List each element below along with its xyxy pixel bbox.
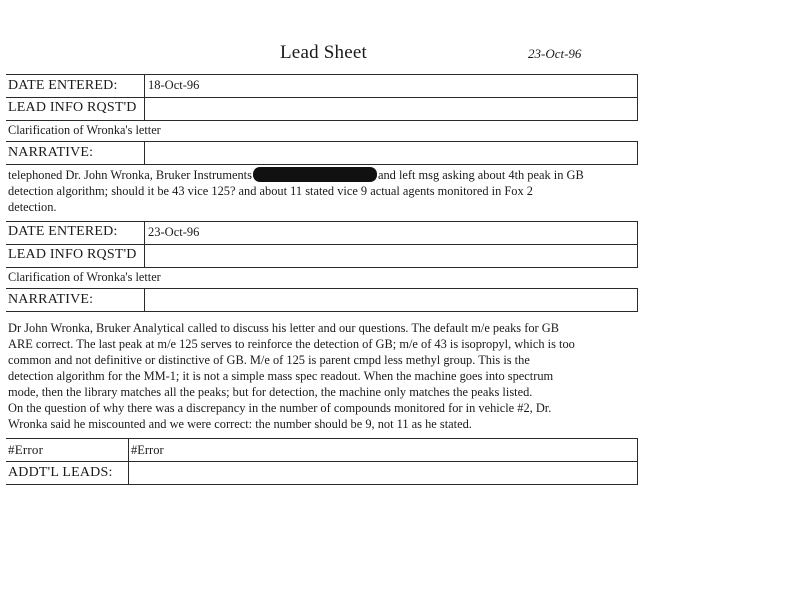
narrative-line — [8, 167, 584, 183]
redaction-block — [253, 167, 377, 182]
narrative-line: ARE correct. The last peak at m/e 125 serves to reinforce the detection of GB; m/e of 43 is isopropyl, which is too — [8, 337, 575, 351]
error-label: #Error — [8, 442, 44, 457]
rule — [6, 267, 638, 268]
error-value: #Error — [131, 443, 164, 457]
date-entered-label: DATE ENTERED: — [8, 78, 118, 93]
date-entered-value: 18-Oct-96 — [148, 78, 200, 92]
cell-divider — [144, 289, 145, 311]
narrative-line: Wronka said he miscounted and we were correct: the number should be 9, not 11 as he stated. — [8, 417, 472, 431]
cell-divider — [128, 439, 129, 461]
rule — [6, 244, 638, 245]
cell-divider — [637, 439, 638, 461]
lead-info-text: Clarification of Wronka's letter — [8, 270, 161, 284]
cell-divider — [144, 142, 145, 164]
cell-divider — [144, 75, 145, 97]
rule — [6, 164, 638, 165]
narrative-line-end: and left msg asking about 4th peak in GB — [377, 168, 584, 182]
narrative-line: Dr John Wronka, Bruker Analytical called to discuss his letter and our questions. The default m/e peaks for GB — [8, 321, 559, 335]
cell-divider — [144, 98, 145, 120]
narrative-text — [8, 320, 575, 432]
rule — [6, 288, 638, 289]
rule — [6, 74, 638, 75]
document-date: 23-Oct-96 — [528, 46, 582, 61]
narrative-label: NARRATIVE: — [8, 145, 94, 160]
rule — [6, 438, 638, 439]
narrative-line: detection. — [8, 200, 57, 214]
rule — [6, 461, 638, 462]
rule — [6, 221, 638, 222]
rule — [6, 120, 638, 121]
narrative-line: On the question of why there was a discrepancy in the number of compounds monitored for in vehicle #2, Dr. — [8, 401, 552, 415]
cell-divider — [144, 222, 145, 244]
rule — [6, 141, 638, 142]
cell-divider — [637, 245, 638, 267]
lead-info-text: Clarification of Wronka's letter — [8, 123, 161, 137]
narrative-label: NARRATIVE: — [8, 292, 94, 307]
cell-divider — [637, 222, 638, 244]
rule — [6, 97, 638, 98]
date-entered-label: DATE ENTERED: — [8, 224, 118, 239]
narrative-text — [8, 167, 584, 215]
rule — [6, 311, 638, 312]
cell-divider — [637, 98, 638, 120]
narrative-line-start: telephoned Dr. John Wronka, Bruker Instruments — [8, 168, 252, 182]
lead-info-label: LEAD INFO RQST'D — [8, 247, 137, 262]
cell-divider — [637, 75, 638, 97]
narrative-line: common and not definitive or distinctive of GB. M/e of 125 is parent cmpd less methyl group. This is the — [8, 353, 530, 367]
cell-divider — [128, 462, 129, 484]
cell-divider — [144, 245, 145, 267]
date-entered-value: 23-Oct-96 — [148, 225, 200, 239]
narrative-line: detection algorithm for the MM-1; it is not a simple mass spec readout. When the machine goes into spectrum — [8, 369, 554, 383]
cell-divider — [637, 289, 638, 311]
narrative-line: mode, then the library matches all the peaks; but for detection, the machine only matches the peaks listed. — [8, 385, 533, 399]
addtl-leads-label: ADDT'L LEADS: — [8, 465, 113, 480]
document-title: Lead Sheet — [280, 42, 367, 63]
cell-divider — [637, 462, 638, 484]
narrative-line: detection algorithm; should it be 43 vice 125? and about 11 stated vice 9 actual agents monitored in Fox 2 — [8, 184, 533, 198]
rule — [6, 484, 638, 485]
cell-divider — [637, 142, 638, 164]
lead-info-label: LEAD INFO RQST'D — [8, 100, 137, 115]
